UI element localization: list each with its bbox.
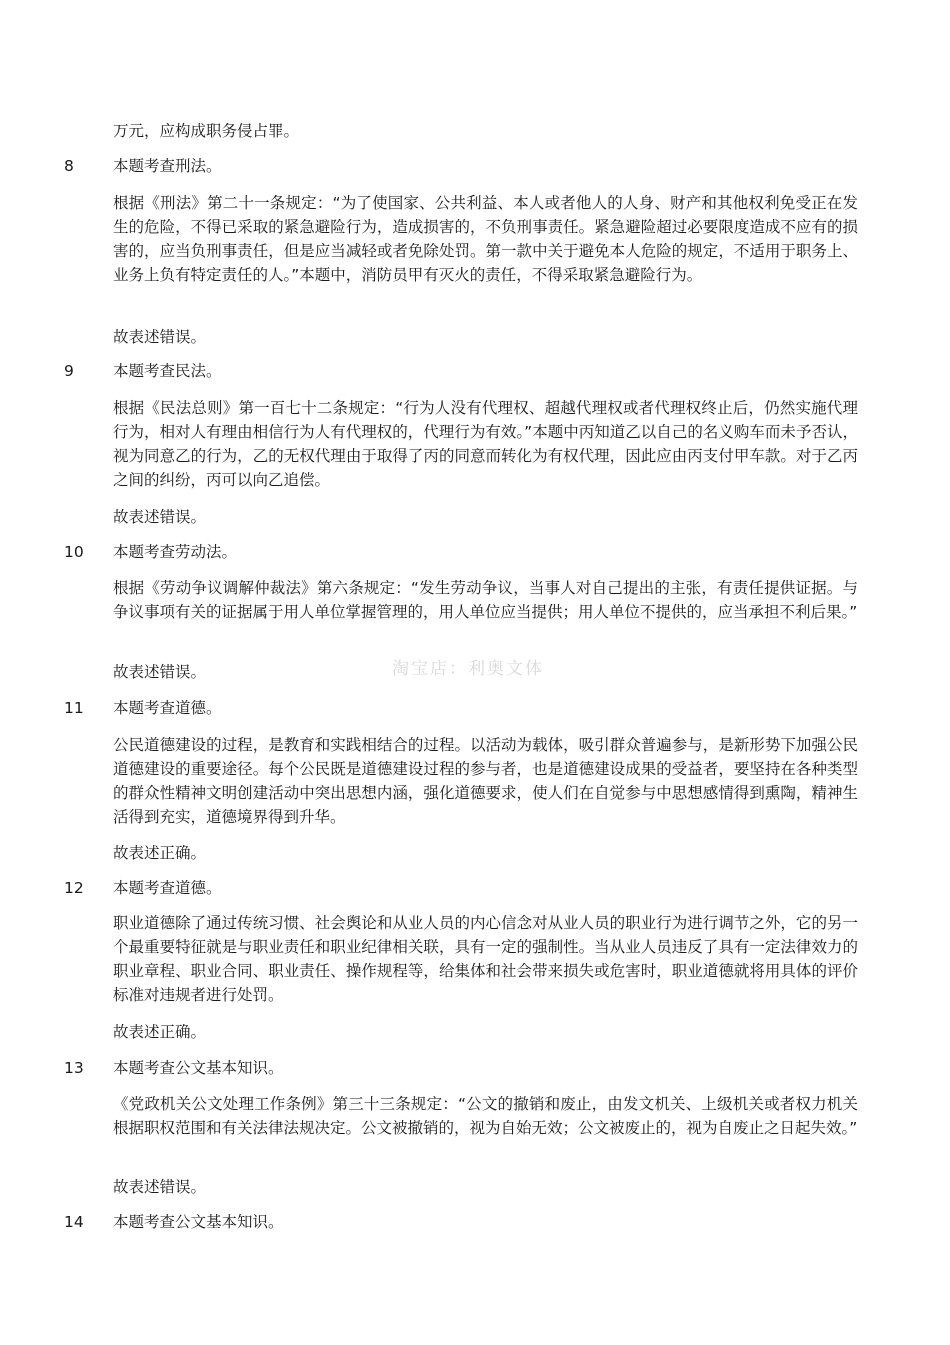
item-conclusion: 故表述错误。 <box>113 663 207 681</box>
item-heading: 本题考查公文基本知识。 <box>113 1059 284 1077</box>
item-number: 9 <box>64 362 74 380</box>
item-number: 13 <box>64 1059 84 1077</box>
item-conclusion: 故表述错误。 <box>113 1178 207 1196</box>
item-heading: 本题考查道德。 <box>113 879 222 897</box>
item-heading: 本题考查刑法。 <box>113 157 222 175</box>
item-number: 8 <box>64 157 74 175</box>
item-conclusion: 故表述错误。 <box>113 328 207 346</box>
item-conclusion: 故表述正确。 <box>113 844 207 862</box>
item-heading: 本题考查劳动法。 <box>113 543 238 561</box>
item-heading: 本题考查民法。 <box>113 362 222 380</box>
item-number: 12 <box>64 879 84 897</box>
item-paragraph: 根据《刑法》第二十一条规定：“为了使国家、公共利益、本人或者他人的人身、财产和其他权利免受正在发生的危险，不得已采取的紧急避险行为，造成损害的，不负刑事责任。紧急避险超过必要限度造成不应有的损害的，应当负刑事责任，但是应当减轻或者免除处罚。第一款中关于避免本人危险的规定，不适用于职务上、业务上负有特定责任的人。”本题中，消防员甲有灭火的责任，不得采取紧急避险行为。 <box>113 194 858 284</box>
item-heading: 本题考查公文基本知识。 <box>113 1213 284 1231</box>
item-number: 11 <box>64 699 84 717</box>
item-paragraph: 根据《民法总则》第一百七十二条规定：“行为人没有代理权、超越代理权或者代理权终止后，仍然实施代理行为，相对人有理由相信行为人有代理权的，代理行为有效。”本题中丙知道乙以自己的名义购车而未予否认，视为同意乙的行为，乙的无权代理由于取得了丙的同意而转化为有权代理，因此应由丙支付甲车款。对于乙丙之间的纠纷，丙可以向乙追偿。 <box>113 399 858 489</box>
item-paragraph: 《党政机关公文处理工作条例》第三十三条规定：“公文的撤销和废止，由发文机关、上级机关或者权力机关根据职权范围和有关法律法规决定。公文被撤销的，视为自始无效；公文被废止的，视为自废止之日起失效。” <box>113 1095 858 1137</box>
watermark: 淘宝店：利奥文体 <box>392 659 544 679</box>
item-number: 10 <box>64 543 84 561</box>
item-number: 14 <box>64 1213 84 1231</box>
item-paragraph: 根据《劳动争议调解仲裁法》第六条规定：“发生劳动争议，当事人对自己提出的主张，有责任提供证据。与争议事项有关的证据属于用人单位掌握管理的，用人单位应当提供；用人单位不提供的，应当承担不利后果。” <box>113 579 858 621</box>
item-conclusion: 故表述错误。 <box>113 508 207 526</box>
item-conclusion: 故表述正确。 <box>113 1023 207 1041</box>
item-paragraph: 公民道德建设的过程，是教育和实践相结合的过程。以活动为载体，吸引群众普遍参与，是新形势下加强公民道德建设的重要途径。每个公民既是道德建设过程的参与者，也是道德建设成果的受益者，要坚持在各种类型的群众性精神文明创建活动中突出思想内涵，强化道德要求，使人们在自觉参与中思想感情得到熏陶，精神生活得到充实，道德境界得到升华。 <box>113 736 858 826</box>
item-paragraph: 职业道德除了通过传统习惯、社会舆论和从业人员的内心信念对从业人员的职业行为进行调节之外，它的另一个最重要特征就是与职业责任和职业纪律相关联，具有一定的强制性。当从业人员违反了具有一定法律效力的职业章程、职业合同、职业责任、操作规程等，给集体和社会带来损失或危害时，职业道德就将用具体的评价标准对违规者进行处罚。 <box>113 914 858 1004</box>
top-line: 万元，应构成职务侵占罪。 <box>113 122 300 140</box>
item-heading: 本题考查道德。 <box>113 699 222 717</box>
